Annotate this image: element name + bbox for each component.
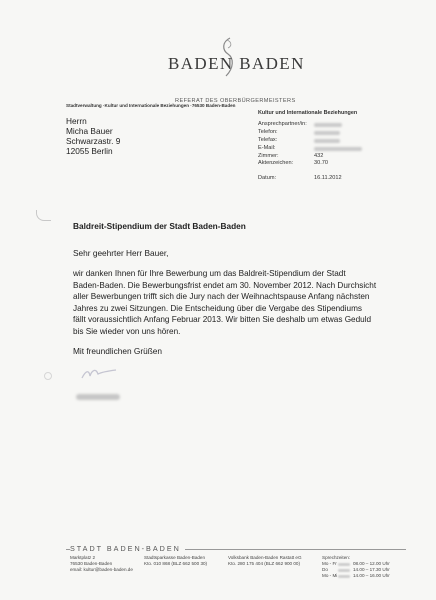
- letter-closing: Mit freundlichen Grüßen: [73, 346, 163, 356]
- footer-email: email: kultur@baden-baden.de: [70, 567, 133, 573]
- signature-scribble-icon: [80, 366, 120, 382]
- recipient-salutation: Herrn: [66, 116, 87, 126]
- office-hours: [322, 555, 390, 579]
- recipient-address: [66, 116, 120, 156]
- letter-salutation: Sehr geehrter Herr Bauer,: [73, 248, 169, 258]
- footer-heading: STADT BADEN-BADEN: [70, 544, 185, 553]
- recipient-city: 12055 Berlin: [66, 146, 113, 156]
- sender-return-line: Stadtverwaltung ·Kultur und Internationale Beziehungen ·76530 Baden-Baden: [66, 103, 236, 108]
- redacted-phone: [314, 131, 340, 135]
- hours-time: 08.00 – 12.00 Uhr: [353, 561, 390, 567]
- punch-hole-mark: [44, 372, 52, 380]
- contact-label: Ansprechpartner/in:: [258, 121, 307, 127]
- logo-subtitle: REFERAT DES OBERBÜRGERMEISTERS: [175, 98, 296, 104]
- city-logo: [168, 36, 318, 86]
- phone-label: Telefon:: [258, 128, 278, 135]
- body-line: bis Sie wieder von uns hören.: [73, 326, 181, 336]
- hours-title: Sprechzeiten:: [322, 555, 351, 560]
- redacted-hours-mark: [338, 563, 350, 566]
- redacted-hours-mark: [338, 575, 350, 578]
- redacted-email: [314, 147, 362, 151]
- body-line: Baden-Baden. Die Bewerbungsfrist endet am 30. November 2012. Nach Durchsicht: [73, 280, 377, 290]
- hours-day: Mo - Fr: [322, 561, 337, 567]
- redacted-hours-mark: [338, 569, 350, 572]
- footer-bank-2: [228, 555, 302, 567]
- footer-city: 76530 Baden-Baden: [70, 561, 113, 567]
- footer-street: Marktplatz 2: [70, 555, 96, 560]
- body-line: fällt voraussichtlich Anfang Februar 2013. Wir bitten Sie deshalb um etwas Geduld: [73, 315, 372, 324]
- fax-label: Telefax:: [258, 136, 278, 143]
- bank-name: Stadtsparkasse Baden-Baden: [144, 555, 206, 560]
- redacted-fax: [314, 139, 340, 143]
- body-line: wir danken Ihnen für Ihre Bewerbung um das Baldreit-Stipendium der Stadt: [73, 269, 346, 278]
- letter-body: [73, 268, 377, 337]
- department-title: Kultur und Internationale Beziehungen: [258, 110, 358, 116]
- recipient-street: Schwarzastr. 9: [66, 136, 121, 146]
- date-label: Datum:: [258, 175, 277, 182]
- email-label: E-Mail:: [258, 144, 276, 151]
- date-value: 16.11.2012: [314, 175, 342, 182]
- redacted-signer-name: [76, 394, 120, 400]
- room-value: 432: [314, 152, 324, 159]
- hours-time: 14.00 – 16.00 Uhr: [353, 573, 390, 579]
- fold-mark: [36, 210, 51, 221]
- reference-label: Aktenzeichen:: [258, 160, 294, 167]
- footer-address: [70, 555, 133, 573]
- body-line: aller Bewerbungen trifft sich die Jury nach der Weihnachtspause Anfang nächsten: [73, 292, 370, 301]
- bank-name: Volksbank Baden-Baden Rastatt eG: [228, 555, 302, 560]
- hours-day: Do: [322, 567, 328, 573]
- letter-subject: Baldreit-Stipendium der Stadt Baden-Baden: [73, 221, 246, 231]
- reference-value: 30.70: [314, 160, 328, 167]
- hours-time: 14.00 – 17.30 Uhr: [353, 567, 390, 573]
- footer-bank-1: [144, 555, 207, 567]
- recipient-name: Micha Bauer: [66, 126, 113, 136]
- redacted-contact: [314, 123, 342, 127]
- logo-text: BADEN BADEN: [168, 54, 305, 73]
- room-label: Zimmer:: [258, 152, 279, 159]
- bank-account: Kto. 280 175 404 (BLZ 662 900 00): [228, 561, 301, 567]
- body-line: Jahres zu zwei Sitzungen. Die Entscheidung über die Vergabe des Stipendiums: [73, 303, 363, 313]
- bank-account: Kto. 010 868 (BLZ 662 500 30): [144, 561, 208, 567]
- info-block: [258, 121, 362, 183]
- hours-day: Mo - Mi: [322, 573, 338, 579]
